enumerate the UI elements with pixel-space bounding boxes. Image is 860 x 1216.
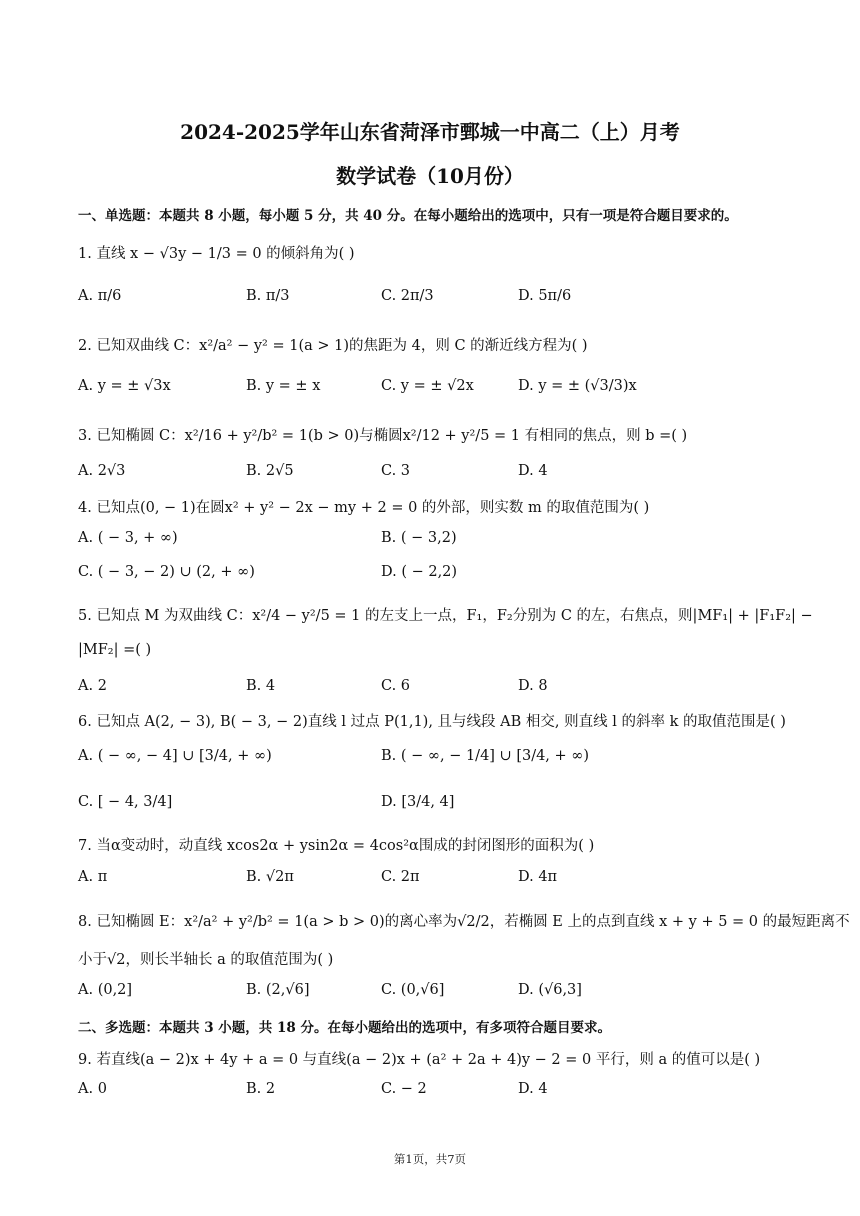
question-2-option-d: D. y = ± (√3/3)x: [518, 378, 637, 394]
question-3-option-d: D. 4: [518, 463, 548, 479]
question-8-option-b: B. (2,√6]: [246, 982, 310, 998]
question-7-option-b: B. √2π: [246, 869, 294, 885]
question-8-stem-continued: 小于√2，则长半轴长 a 的取值范围为( ): [78, 952, 334, 968]
question-2-option-a: A. y = ± √3x: [78, 378, 171, 394]
question-1-option-c: C. 2π/3: [381, 288, 434, 304]
question-8-option-c: C. (0,√6]: [381, 982, 445, 998]
question-4-option-d: D. ( − 2,2): [381, 564, 458, 580]
question-2-option-b: B. y = ± x: [246, 378, 321, 394]
question-1-stem: 1. 直线 x − √3y − 1/3 = 0 的倾斜角为( ): [78, 246, 355, 262]
question-9-option-d: D. 4: [518, 1081, 548, 1097]
question-3-option-a: A. 2√3: [78, 463, 126, 479]
question-7-option-a: A. π: [78, 869, 108, 885]
question-8-stem: 8. 已知椭圆 E：x²/a² + y²/b² = 1(a > b > 0)的离心率为√2/2，若椭圆 E 上的点到直线 x + y + 5 = 0 的最短距离不: [78, 914, 850, 930]
question-6-option-b: B. ( − ∞, − 1/4] ∪ [3/4, + ∞): [381, 748, 590, 764]
question-4-option-c: C. ( − 3, − 2) ∪ (2, + ∞): [78, 564, 255, 580]
section-2-heading: 二、多选题：本题共 3 小题，共 18 分。在每小题给出的选项中，有多项符合题目要求。: [78, 1020, 611, 1036]
question-7-stem: 7. 当α变动时，动直线 xcos2α + ysin2α = 4cos²α围成的封闭图形的面积为( ): [78, 838, 595, 854]
question-5-option-d: D. 8: [518, 678, 548, 694]
question-6-option-c: C. [ − 4, 3/4]: [78, 794, 173, 810]
question-4-stem: 4. 已知点(0, − 1)在圆x² + y² − 2x − my + 2 = 0 的外部，则实数 m 的取值范围为( ): [78, 500, 650, 516]
question-4-option-a: A. ( − 3, + ∞): [78, 530, 178, 546]
question-5-option-b: B. 4: [246, 678, 276, 694]
question-6-option-d: D. [3/4, 4]: [381, 794, 455, 810]
question-4-option-b: B. ( − 3,2): [381, 530, 457, 546]
exam-subtitle: 数学试卷（10月份）: [336, 164, 524, 188]
question-7-option-d: D. 4π: [518, 869, 558, 885]
question-2-option-c: C. y = ± √2x: [381, 378, 474, 394]
section-1-heading: 一、单选题：本题共 8 小题，每小题 5 分，共 40 分。在每小题给出的选项中，只有一项是符合题目要求的。: [78, 208, 738, 224]
question-3-option-c: C. 3: [381, 463, 411, 479]
question-2-stem: 2. 已知双曲线 C：x²/a² − y² = 1(a > 1)的焦距为 4，则 C 的渐近线方程为( ): [78, 338, 588, 354]
question-1-option-b: B. π/3: [246, 288, 290, 304]
question-1-option-a: A. π/6: [78, 288, 122, 304]
question-5-stem-continued: |MF₂| =( ): [78, 642, 152, 658]
question-5-stem: 5. 已知点 M 为双曲线 C：x²/4 − y²/5 = 1 的左支上一点，F₁，F₂分别为 C 的左，右焦点，则|MF₁| + |F₁F₂| −: [78, 608, 813, 624]
question-9-option-b: B. 2: [246, 1081, 276, 1097]
question-6-stem: 6. 已知点 A(2, − 3), B( − 3, − 2)直线 l 过点 P(1,1), 且与线段 AB 相交, 则直线 l 的斜率 k 的取值范围是( ): [78, 714, 786, 730]
question-9-stem: 9. 若直线(a − 2)x + 4y + a = 0 与直线(a − 2)x + (a² + 2a + 4)y − 2 = 0 平行，则 a 的值可以是( ): [78, 1052, 761, 1068]
page-footer: 第1页，共7页: [393, 1152, 467, 1166]
question-5-option-c: C. 6: [381, 678, 411, 694]
question-3-option-b: B. 2√5: [246, 463, 294, 479]
question-7-option-c: C. 2π: [381, 869, 420, 885]
exam-title: 2024-2025学年山东省菏泽市鄄城一中高二（上）月考: [180, 120, 680, 144]
question-9-option-a: A. 0: [78, 1081, 107, 1097]
question-6-option-a: A. ( − ∞, − 4] ∪ [3/4, + ∞): [78, 748, 272, 764]
question-5-option-a: A. 2: [78, 678, 107, 694]
question-1-option-d: D. 5π/6: [518, 288, 572, 304]
question-8-option-d: D. (√6,3]: [518, 982, 582, 998]
question-8-option-a: A. (0,2]: [78, 982, 133, 998]
question-3-stem: 3. 已知椭圆 C：x²/16 + y²/b² = 1(b > 0)与椭圆x²/12 + y²/5 = 1 有相同的焦点，则 b =( ): [78, 428, 688, 444]
question-9-option-c: C. − 2: [381, 1081, 427, 1097]
